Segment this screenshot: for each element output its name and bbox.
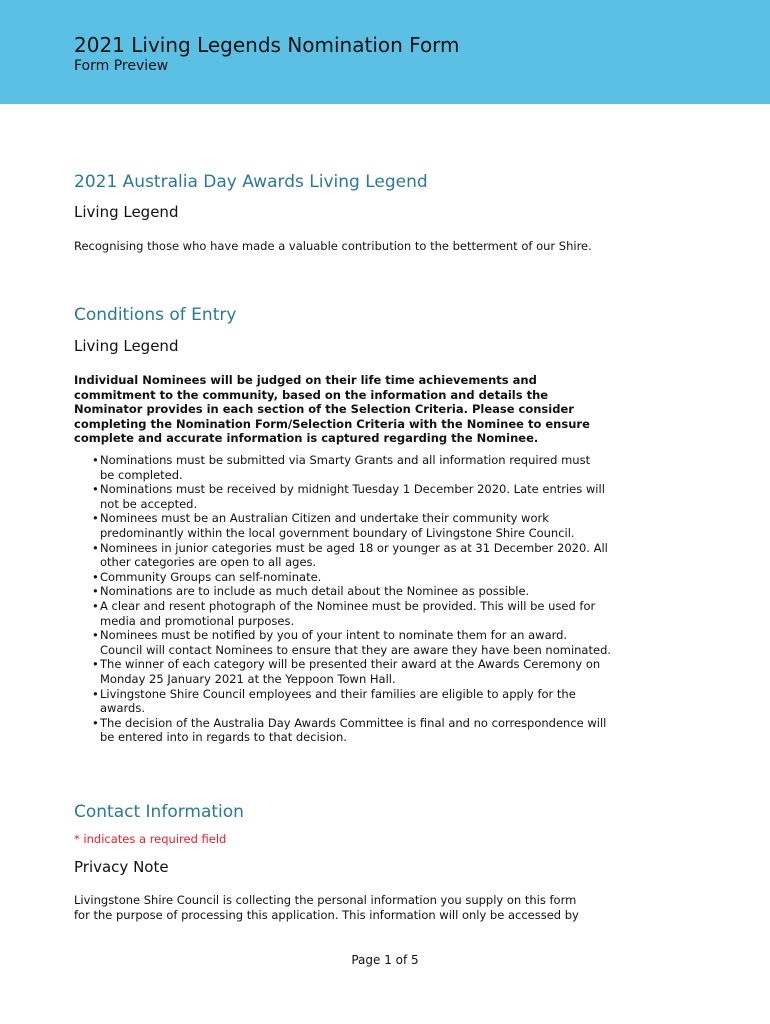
bullet-icon: •: [92, 628, 99, 643]
page-number: Page 1 of 5: [351, 953, 419, 967]
bullet-icon: •: [92, 511, 99, 526]
award-subheading: Living Legend: [74, 203, 179, 221]
list-item: • A clear and resent photograph of the Nominee must be provided. This will be used for media and promotional purposes.: [92, 598, 596, 628]
bullet-icon: •: [92, 598, 99, 613]
conditions-subheading: Living Legend: [74, 337, 179, 355]
required-field-note: * indicates a required field: [74, 832, 227, 846]
conditions-intro-line: completing the Nomination Form/Selection Criteria with the Nominee to ensure: [74, 416, 590, 431]
list-item: • Nominations must be submitted via Smarty Grants and all information required must be completed.: [92, 453, 591, 482]
form-title: 2021 Living Legends Nomination Form: [74, 33, 460, 57]
list-item: • The decision of the Australia Day Awards Committee is final and no correspondence will be entered into in regards to that decision.: [92, 715, 607, 745]
privacy-line: for the purpose of processing this application. This information will only be accessed by: [74, 908, 579, 922]
list-item: • Community Groups can self-nominate.: [92, 569, 322, 584]
conditions-intro-line: commitment to the community, based on the information and details the: [74, 387, 549, 402]
bullet-icon: •: [92, 540, 99, 555]
list-item: • Livingstone Shire Council employees and their families are eligible to apply for the awards.: [92, 686, 576, 716]
bullet-icon: •: [92, 584, 99, 599]
list-item: • Nominees must be an Australian Citizen and undertake their community work predominantly within the local government boundary of Livingstone Shire Council.: [92, 511, 575, 540]
privacy-line: Livingstone Shire Council is collecting the personal information you supply on this form: [74, 893, 577, 907]
award-heading: 2021 Australia Day Awards Living Legend: [74, 172, 428, 192]
bullet-icon: •: [92, 657, 99, 672]
list-item: • Nominations are to include as much detail about the Nominee as possible.: [92, 584, 530, 599]
bullet-icon: •: [92, 715, 99, 730]
list-item: • Nominees must be notified by you of your intent to nominate them for an award. Council will contact Nominees to ensure that they are aware they have been nominated.: [92, 628, 612, 657]
form-subtitle: Form Preview: [74, 58, 169, 74]
privacy-heading: Privacy Note: [74, 858, 169, 876]
conditions-intro-line: Individual Nominees will be judged on their life time achievements and: [74, 373, 537, 387]
bullet-icon: •: [92, 482, 99, 497]
conditions-list: [92, 453, 692, 745]
page-header: [0, 0, 770, 104]
conditions-intro-line: Nominator provides in each section of the Selection Criteria. Please consider: [74, 402, 574, 417]
list-item: • The winner of each category will be presented their award at the Awards Ceremony on Monday 25 January 2021 at the Yeppoon Town Hall.: [92, 657, 601, 686]
award-description: Recognising those who have made a valuable contribution to the betterment of our Shire.: [74, 239, 592, 253]
bullet-icon: •: [92, 686, 99, 701]
conditions-intro: [74, 373, 674, 446]
contact-heading: Contact Information: [74, 802, 244, 822]
list-item: • Nominations must be received by midnight Tuesday 1 December 2020. Late entries will not be accepted.: [92, 482, 605, 511]
conditions-heading: Conditions of Entry: [74, 305, 237, 325]
conditions-intro-line: complete and accurate information is captured regarding the Nominee.: [74, 431, 539, 446]
privacy-text: [74, 893, 674, 923]
bullet-icon: •: [92, 453, 99, 467]
bullet-icon: •: [92, 569, 99, 584]
list-item: • Nominees in junior categories must be aged 18 or younger as at 31 December 2020. All other categories are open to all ages.: [92, 540, 608, 570]
